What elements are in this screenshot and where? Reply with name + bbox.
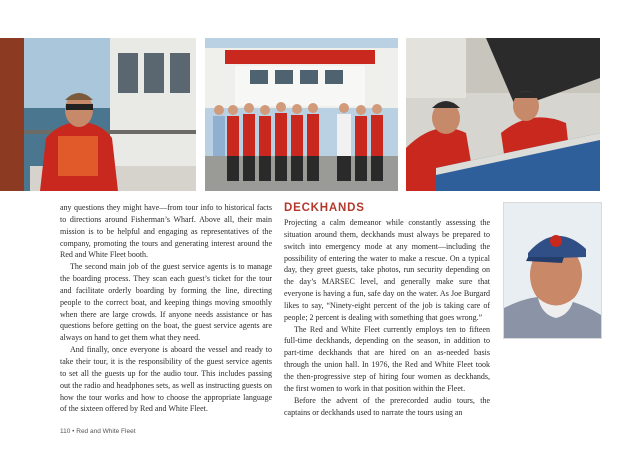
- photo-portrait-deckhand-graphic: [504, 203, 601, 338]
- photo-crew-at-railing: [406, 38, 600, 191]
- photo-crew-at-railing-graphic: [406, 38, 600, 191]
- photo-crew-group-graphic: [205, 38, 398, 191]
- page-footer: 110 • Red and White Fleet: [60, 428, 136, 435]
- photo-crew-group: [205, 38, 398, 191]
- paragraph: Before the advent of the prerecorded audio tours, the captains or deckhands used to narrate the tours using an: [284, 395, 490, 417]
- paragraph: The second main job of the guest service agents is to manage the boarding process. They scan each guest’s ticket for the tour and facilitate orderly boarding by forming the line, directing people to the correct boat, and keeping things moving smoothly when there are large crowds. If anyone needs assistance or has questions before getting on the boat, the guest service agents are always on hand to get them what they need.: [60, 262, 272, 343]
- paragraph: The Red and White Fleet currently employs ten to fifteen full-time deckhands, depending on the season, in addition to part-time deckhands that are hired on an as-needed basis through the union hall. In 1976, the Red and White Fleet took the then-progressive step of hiring four women as deckhands, the first women to work in that position within the Fleet.: [284, 324, 490, 393]
- paragraph: any questions they might have—from tour info to historical facts to directions around Fisherman’s Wharf. Above all, their main mission is to be helpful and engaging as representatives of the company, promoting the tours and generating interest around the Red and White Fleet booth.: [60, 203, 272, 260]
- paragraph: And finally, once everyone is aboard the vessel and ready to take their tour, it is the responsibility of the guest service agents to set all the guests up for the audio tour. This includes passing out the radio and headphones sets, as well as instructing guests on how the tour works and how to choose the appropriate language of the sixteen offered by Red and White Fleet.: [60, 345, 272, 414]
- right-text-column: [272, 202, 490, 418]
- photo-portrait-deckhand: [503, 202, 602, 339]
- photo-deckhand-on-boat-graphic: [0, 38, 196, 191]
- section-heading: DECKHANDS: [284, 202, 365, 214]
- left-text-column: [60, 202, 272, 415]
- paragraph: Projecting a calm demeanor while constantly assessing the situation around them, deckhands must always be prepared to switch into emergency mode at any moment—including the possibility of entering the water to make a rescue. On a typical day, they greet guests, take photos, run security depending on the day’s MARSEC level, and generally make sure that everyone is having a fun, safe day on the water. As Joe Burgard likes to say, “Ninety-eight percent of the job is taking care of people; 2 percent is dealing with something that goes wrong.”: [284, 218, 490, 322]
- photo-deckhand-on-boat: [0, 38, 196, 191]
